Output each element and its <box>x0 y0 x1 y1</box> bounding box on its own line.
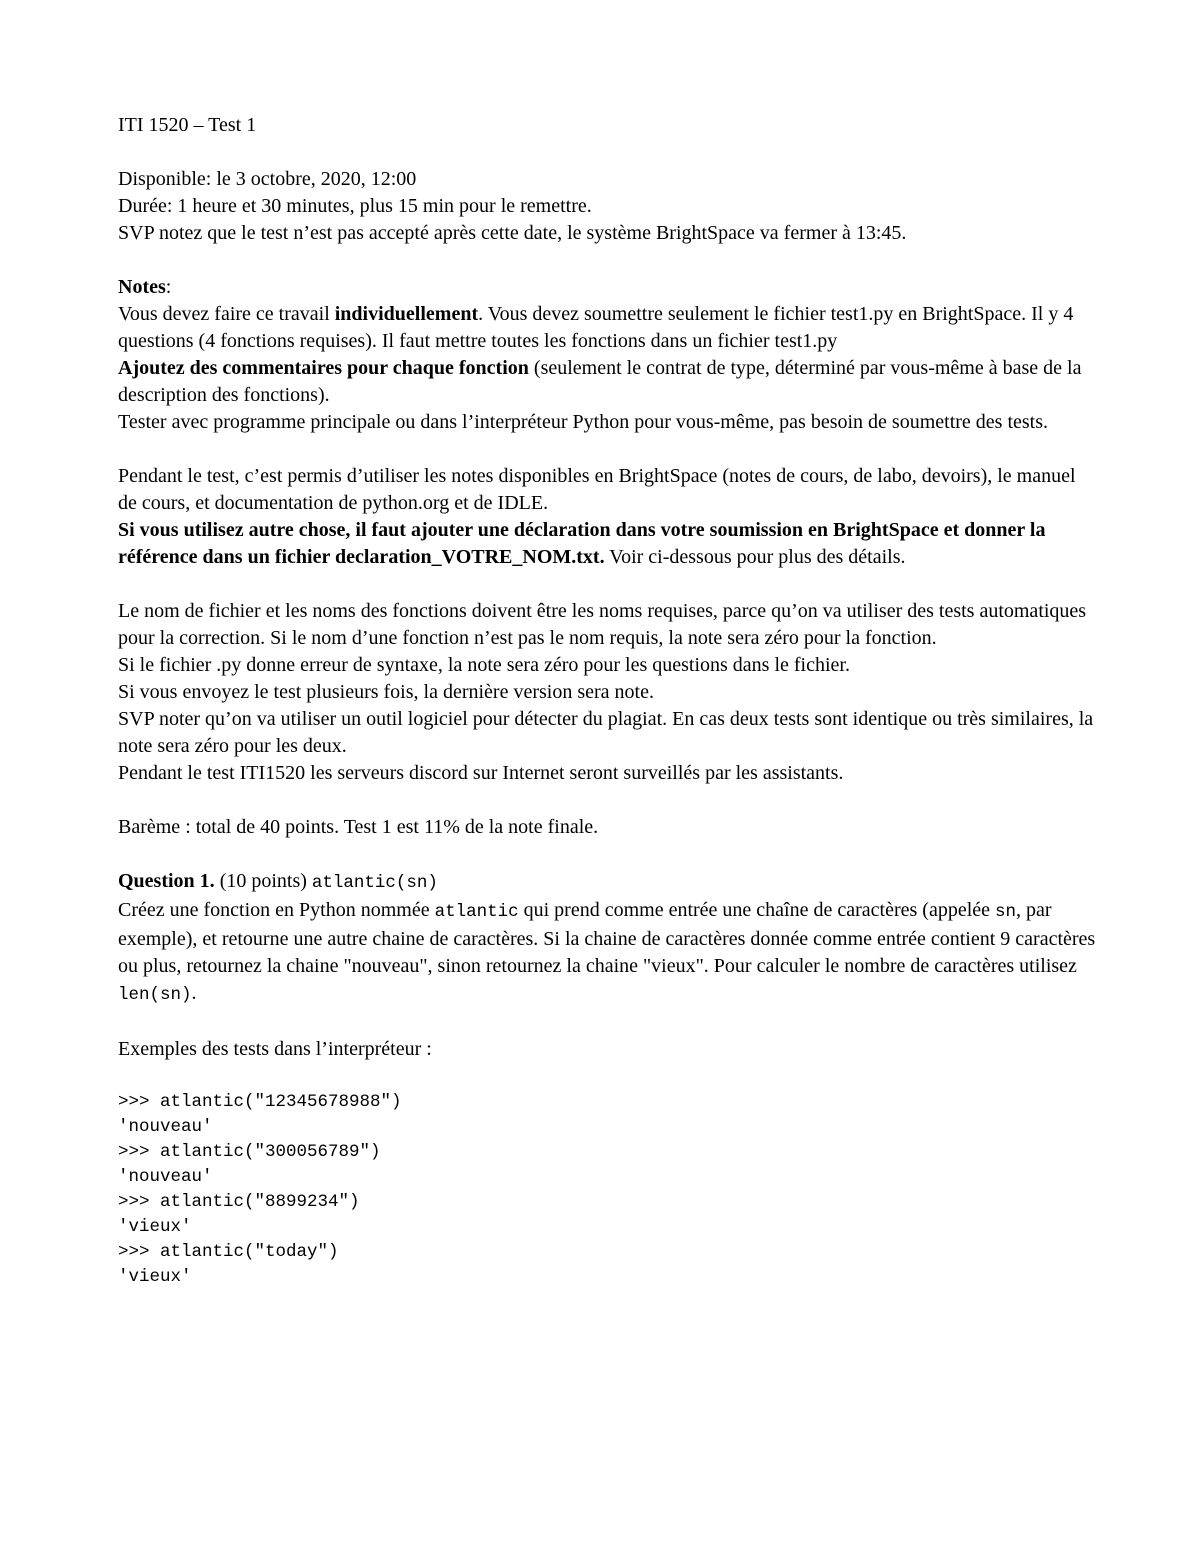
question1-len-call: len(sn) <box>118 985 192 1005</box>
question1-points: (10 points) <box>214 870 312 892</box>
question1-label: Question 1. <box>118 870 215 892</box>
notes-heading-colon: : <box>165 276 172 298</box>
notes-p2-rest: (seulement le contrat de type, déterminé par vous-même à base de la description des fonctions). <box>118 357 1082 406</box>
code-line: 'nouveau' <box>118 1167 213 1187</box>
code-line: 'nouveau' <box>118 1117 213 1137</box>
document-title: ITI 1520 – Test 1 <box>118 114 257 136</box>
duration-line: Durée: 1 heure et 30 minutes, plus 15 min pour le remettre. <box>118 195 592 217</box>
document-page <box>118 112 1098 1290</box>
notes-p1-b: . Vous devez soumettre seulement le fichier test1.py en BrightSpace. Il y 4 questions (4 fonctions requises). Il faut mettre toutes les fonctions dans un fichier test1.py <box>118 303 1074 352</box>
code-line: >>> atlantic("today") <box>118 1242 339 1262</box>
code-line: >>> atlantic("300056789") <box>118 1142 381 1162</box>
notes-heading <box>118 274 1098 301</box>
question1-fn-name: atlantic <box>434 902 519 922</box>
notes-heading-text: Notes <box>118 276 166 298</box>
question1-description <box>118 897 1098 1009</box>
question1-heading <box>118 868 1098 897</box>
notes-p5-rest: Voir ci-dessous pour plus des détails. <box>604 546 906 568</box>
notes-p1-bold: individuellement <box>334 303 479 325</box>
code-line: >>> atlantic("8899234") <box>118 1192 360 1212</box>
notes-paragraph-comments <box>118 355 1098 409</box>
question1-signature: atlantic(sn) <box>311 873 438 893</box>
availability-line: Disponible: le 3 octobre, 2020, 12:00 <box>118 168 417 190</box>
notes-p2-bold: Ajoutez des commentaires pour chaque fonction <box>118 357 529 379</box>
rule-discord: Pendant le test ITI1520 les serveurs discord sur Internet seront surveillés par les assistants. <box>118 762 844 784</box>
notes-paragraph-individual <box>118 301 1098 355</box>
question1-param: sn <box>995 902 1017 922</box>
question1-d2: qui prend comme entrée une chaîne de caractères (appelée <box>518 899 996 921</box>
question1-d4: . <box>191 982 197 1004</box>
rule-resubmission: Si vous envoyez le test plusieurs fois, la dernière version sera note. <box>118 681 654 703</box>
code-line: 'vieux' <box>118 1217 192 1237</box>
examples-code-block <box>118 1090 1098 1290</box>
question1-d3: , par exemple), et retourne une autre chaine de caractères. Si la chaine de caractères donnée comme entrée contient 9 caractères ou plus, retournez la chaine "nouveau", sinon retournez la chaine "vieux". Pour calculer le nombre de caractères utilisez <box>118 899 1096 977</box>
deadline-note: SVP notez que le test n’est pas accepté après cette date, le système BrightSpace va fermer à 13:45. <box>118 222 907 244</box>
notes-paragraph-allowed-resources: Pendant le test, c’est permis d’utiliser les notes disponibles en BrightSpace (notes de cours, de labo, devoirs), le manuel de cours, et documentation de python.org et de IDLE. <box>118 465 1076 514</box>
notes-paragraph-declaration <box>118 517 1098 571</box>
question1-d1: Créez une fonction en Python nommée <box>118 899 435 921</box>
examples-intro: Exemples des tests dans l’interpréteur : <box>118 1038 432 1060</box>
rule-names: Le nom de fichier et les noms des fonctions doivent être les noms requises, parce qu’on va utiliser des tests automatiques pour la correction. Si le nom d’une fonction n’est pas le nom requis, la note sera zéro pour la fonction. <box>118 600 1087 649</box>
notes-paragraph-testing: Tester avec programme principale ou dans l’interpréteur Python pour vous-même, pas besoin de soumettre des tests. <box>118 411 1048 433</box>
rule-syntax: Si le fichier .py donne erreur de syntaxe, la note sera zéro pour les questions dans le fichier. <box>118 654 850 676</box>
grading-line: Barème : total de 40 points. Test 1 est 11% de la note finale. <box>118 816 599 838</box>
code-line: >>> atlantic("12345678988") <box>118 1092 402 1112</box>
rule-plagiarism: SVP noter qu’on va utiliser un outil logiciel pour détecter du plagiat. En cas deux tests sont identique ou très similaires, la note sera zéro pour les deux. <box>118 708 1094 757</box>
notes-p5-bold: Si vous utilisez autre chose, il faut ajouter une déclaration dans votre soumission en BrightSpace et donner la référence dans un fichier declaration_VOTRE_NOM.txt. <box>118 519 1046 568</box>
code-line: 'vieux' <box>118 1267 192 1287</box>
notes-p1-a: Vous devez faire ce travail <box>118 303 335 325</box>
